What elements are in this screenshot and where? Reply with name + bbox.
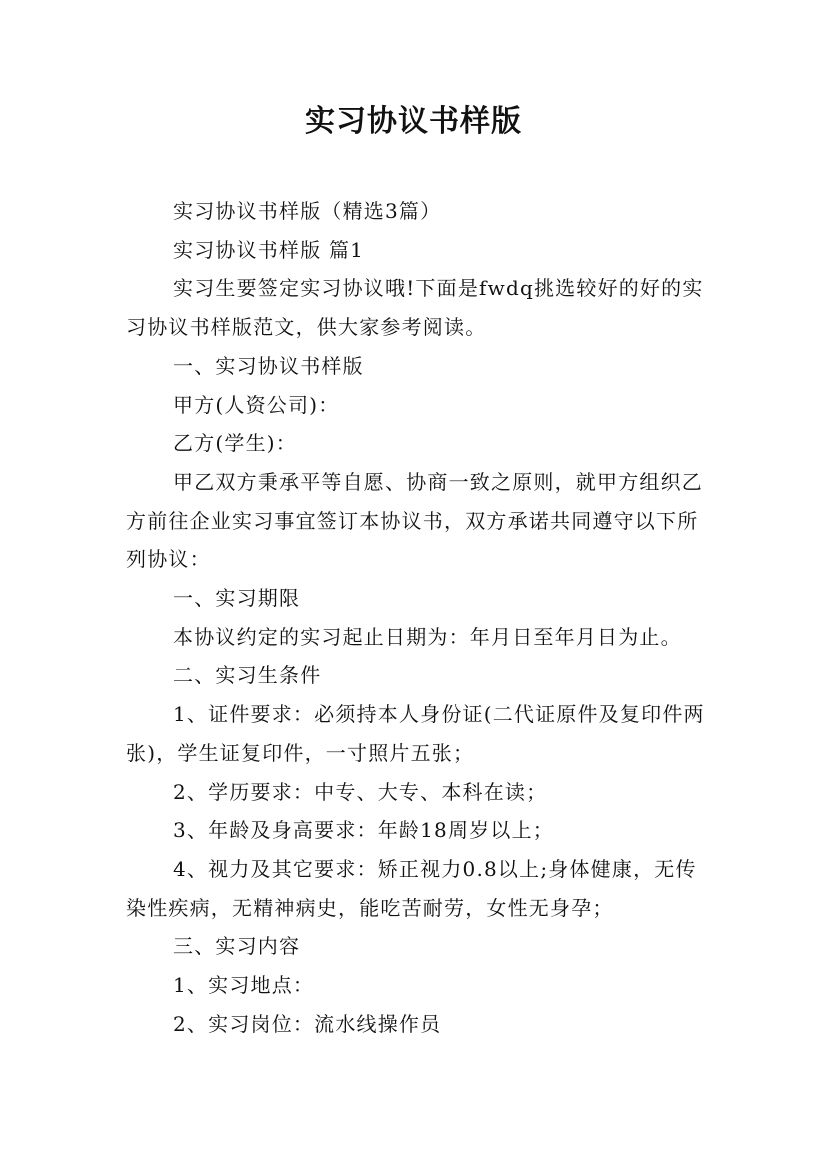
- paragraph-article-heading: 实习协议书样版 篇1: [173, 237, 365, 262]
- document-title: 实习协议书样版: [305, 104, 522, 139]
- paragraph-subtitle: 实习协议书样版（精选3篇）: [173, 199, 442, 223]
- paragraph-condition-education: 2、学历要求：中专、大专、本科在读；: [173, 779, 548, 804]
- paragraph-condition-vision: 4、视力及其它要求：矫正视力0.8以上;身体健康，无传染性疾病，无精神病史，能吃苦耐劳，女性无身孕；: [126, 856, 697, 920]
- document-body: [126, 192, 716, 1043]
- paragraph-term-dates: 本协议约定的实习起止日期为：年月日至年月日为止。: [173, 624, 682, 649]
- paragraph-intro: 实习生要签定实习协议哦!下面是fwdq挑选较好的好的实习协议书样版范文，供大家参考阅读。: [126, 276, 704, 340]
- paragraph-condition-age: 3、年龄及身高要求：年龄18周岁以上；: [173, 818, 554, 843]
- paragraph-location: 1、实习地点：: [173, 973, 315, 998]
- paragraph-party-a: 甲方(人资公司)：: [173, 392, 340, 417]
- paragraph-conditions-heading: 二、实习生条件: [173, 663, 322, 688]
- paragraph-agreement-preamble: 甲乙双方秉承平等自愿、协商一致之原则，就甲方组织乙方前往企业实习事宜签订本协议书，双方承诺共同遵守以下所列协议：: [126, 469, 703, 572]
- paragraph-position: 2、实习岗位：流水线操作员: [173, 1011, 442, 1036]
- paragraph-term-heading: 一、实习期限: [173, 586, 301, 611]
- paragraph-section-heading: 一、实习协议书样版: [173, 353, 364, 378]
- paragraph-party-b: 乙方(学生)：: [173, 431, 298, 456]
- paragraph-condition-documents: 1、证件要求：必须持本人身份证(二代证原件及复印件两张)，学生证复印件，一寸照片五张；: [126, 702, 705, 765]
- paragraph-content-heading: 三、实习内容: [173, 934, 301, 959]
